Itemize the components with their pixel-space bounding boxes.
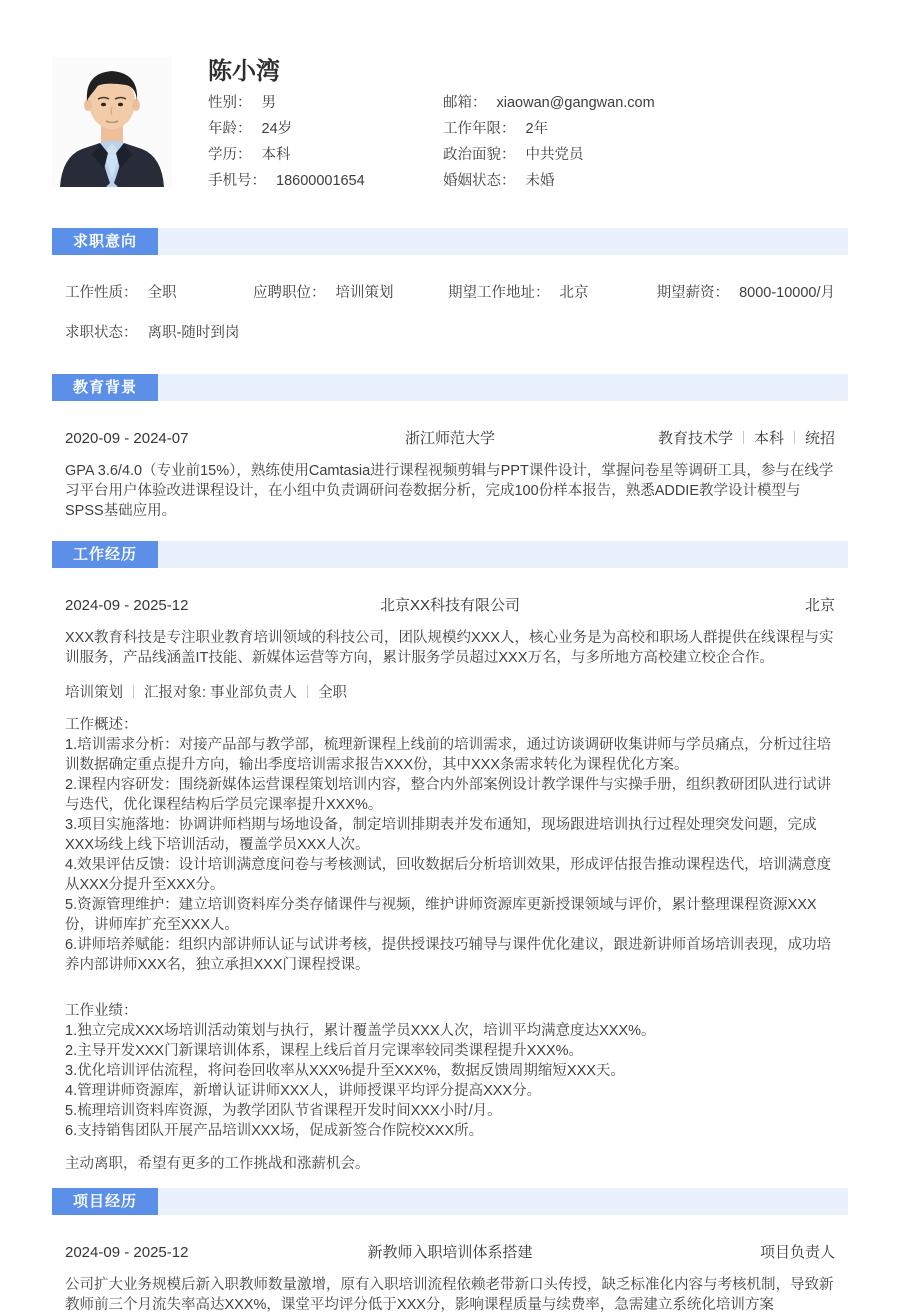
work-achievement-title: 工作业绩： xyxy=(65,1003,138,1019)
work-achievement-item: 1.独立完成XXX场培训活动策划与执行，累计覆盖学员XXX人次，培训平均满意度达XXX%。 xyxy=(65,1023,656,1039)
section-education xyxy=(52,374,848,521)
section-header-bar xyxy=(52,228,848,255)
divider xyxy=(794,431,795,444)
education-major: 教育技术学 xyxy=(657,430,733,447)
profile-info-right-column xyxy=(443,90,848,194)
education-period: 2020-09 - 2024-07 xyxy=(65,430,189,447)
education-school: 浙江师范大学 xyxy=(405,430,496,447)
work-leave-reason: 主动离职，希望有更多的工作挑战和涨薪机会。 xyxy=(65,1156,370,1172)
field-education-level: 学历： 本科 xyxy=(208,147,291,163)
section-job-intention xyxy=(52,228,848,342)
work-location: 北京 xyxy=(805,597,836,614)
profile-info xyxy=(172,57,848,194)
work-overview-title: 工作概述： xyxy=(65,717,138,733)
project-meta-row xyxy=(65,1241,835,1262)
profile-header xyxy=(52,57,848,194)
field-job-nature: 工作性质： 全职 xyxy=(65,285,177,301)
profile-photo xyxy=(52,57,172,187)
candidate-name: 陈小湾 xyxy=(208,58,280,85)
work-overview-item: 6.讲师培养赋能：组织内部讲师认证与试讲考核，提供授课技巧辅导与课件优化建议，跟进新讲师首场培训表现，成功培养内部讲师XXX名，独立承担XXX门课程授课。 xyxy=(65,937,832,973)
section-title-badge: 工作经历 xyxy=(52,541,158,568)
work-achievement-item: 6.支持销售团队开展产品培训XXX场，促成新签合作院校XXX所。 xyxy=(65,1123,484,1139)
work-overview-item: 1.培训需求分析：对接产品部与教学部，梳理新课程上线前的培训需求，通过访谈调研收集讲师与学员痛点，分析过往培训数据确定重点提升方向，输出季度培训需求报告XXX份，其中XXX条需求转化为课程优化方案。 xyxy=(65,737,832,773)
project-name: 新教师入职培训体系搭建 xyxy=(367,1244,533,1261)
work-meta-row xyxy=(65,594,835,615)
work-achievement-item: 2.主导开发XXX门新课培训体系，课程上线后首月完课率较同类课程提升XXX%。 xyxy=(65,1043,584,1059)
work-period: 2024-09 - 2025-12 xyxy=(65,597,189,614)
field-political-status: 政治面貌： 中共党员 xyxy=(443,147,584,163)
field-target-position: 应聘职位： 培训策划 xyxy=(253,285,394,301)
job-intention-row-2 xyxy=(65,321,835,342)
project-description: 公司扩大业务规模后新入职教师数量激增，原有入职培训流程依赖老带新口头传授，缺乏标准化内容与考核机制，导致新教师前三个月流失率高达XXX%，课堂平均评分低于XXX分，影响课程质量与续费率，急需建立系统化培训方案 xyxy=(65,1277,834,1313)
divider xyxy=(133,685,134,698)
work-achievement-block xyxy=(65,1001,835,1141)
work-overview-item: 4.效果评估反馈：设计培训满意度问卷与考核测试，回收数据后分析培训效果，形成评估报告推动课程迭代，培训满意度从XXX分提升至XXX分。 xyxy=(65,857,832,893)
field-expected-location: 期望工作地址： 北京 xyxy=(448,285,589,301)
education-degree: 本科 xyxy=(753,430,784,447)
education-meta-row xyxy=(65,427,835,448)
project-content xyxy=(52,1241,848,1315)
work-overview-block xyxy=(65,715,835,975)
section-work-experience xyxy=(52,541,848,1174)
field-gender: 性别： 男 xyxy=(208,95,276,111)
section-header-bar xyxy=(52,374,848,401)
work-overview-item: 2.课程内容研发：围绕新媒体运营课程策划培训内容，整合内外部案例设计教学课件与实操手册，组织教研团队进行试讲与迭代，优化课程结构后学员完课率提升XXX%。 xyxy=(65,777,832,813)
project-period: 2024-09 - 2025-12 xyxy=(65,1244,189,1261)
field-phone: 手机号： 18600001654 xyxy=(208,173,365,189)
field-email: 邮箱： xiaowan@gangwan.com xyxy=(443,95,655,111)
divider xyxy=(307,685,308,698)
profile-info-left-column xyxy=(208,90,443,194)
section-title-badge: 求职意向 xyxy=(52,228,158,255)
education-description: GPA 3.6/4.0（专业前15%），熟练使用Camtasia进行课程视频剪辑与PPT课件设计，掌握问卷星等调研工具，参与在线学习平台用户体验改进课程设计，在小组中负责调研问卷数据分析，完成100份样本报告，熟悉ADDIE教学设计模型与SPSS基础应用。 xyxy=(65,463,834,519)
project-role: 项目负责人 xyxy=(760,1244,836,1261)
education-enroll-type: 统招 xyxy=(805,430,836,447)
work-achievement-item: 3.优化培训评估流程，将问卷回收率从XXX%提升至XXX%，数据反馈周期缩短XXX天。 xyxy=(65,1063,625,1079)
field-expected-salary: 期望薪资： 8000-10000/月 xyxy=(656,285,835,301)
work-report-to: 汇报对象: 事业部负责人 xyxy=(144,685,298,701)
profile-info-grid xyxy=(208,90,848,194)
field-job-status: 求职状态： 离职-随时到岗 xyxy=(65,325,240,341)
job-intention-content xyxy=(52,281,848,342)
work-company: 北京XX科技有限公司 xyxy=(380,597,521,614)
section-header-bar xyxy=(52,1188,848,1215)
work-role-row xyxy=(65,681,835,702)
work-content xyxy=(52,594,848,1174)
field-marital-status: 婚姻状态： 未婚 xyxy=(443,173,555,189)
work-achievement-item: 5.梳理培训资料库资源，为教学团队节省课程开发时间XXX小时/月。 xyxy=(65,1103,502,1119)
work-job-type: 全职 xyxy=(318,685,348,701)
job-intention-row-1 xyxy=(65,281,835,302)
section-title-badge: 教育背景 xyxy=(52,374,158,401)
section-project-experience xyxy=(52,1188,848,1315)
field-age: 年龄： 24岁 xyxy=(208,121,293,137)
education-detail xyxy=(495,427,835,448)
field-work-years: 工作年限： 2年 xyxy=(443,121,549,137)
divider xyxy=(743,431,744,444)
work-overview-item: 5.资源管理维护：建立培训资料库分类存储课件与视频，维护讲师资源库更新授课领域与评价，累计整理课程资源XXX份，讲师库扩充至XXX人。 xyxy=(65,897,817,933)
section-header-bar xyxy=(52,541,848,568)
section-title-badge: 项目经历 xyxy=(52,1188,158,1215)
portrait-illustration xyxy=(52,57,172,187)
work-achievement-item: 4.管理讲师资源库，新增认证讲师XXX人，讲师授课平均评分提高XXX分。 xyxy=(65,1083,542,1099)
work-overview-item: 3.项目实施落地：协调讲师档期与场地设备，制定培训排期表并发布通知，现场跟进培训执行过程处理突发问题，完成XXX场线上线下培训活动，覆盖学员XXX人次。 xyxy=(65,817,817,853)
education-content xyxy=(52,427,848,521)
work-role: 培训策划 xyxy=(65,685,123,701)
company-intro: XXX教育科技是专注职业教育培训领域的科技公司，团队规模约XXX人，核心业务是为高校和职场人群提供在线课程与实训服务，产品线涵盖IT技能、新媒体运营等方向，累计服务学员超过XXX万名，与多所地方高校建立校企合作。 xyxy=(65,630,834,666)
